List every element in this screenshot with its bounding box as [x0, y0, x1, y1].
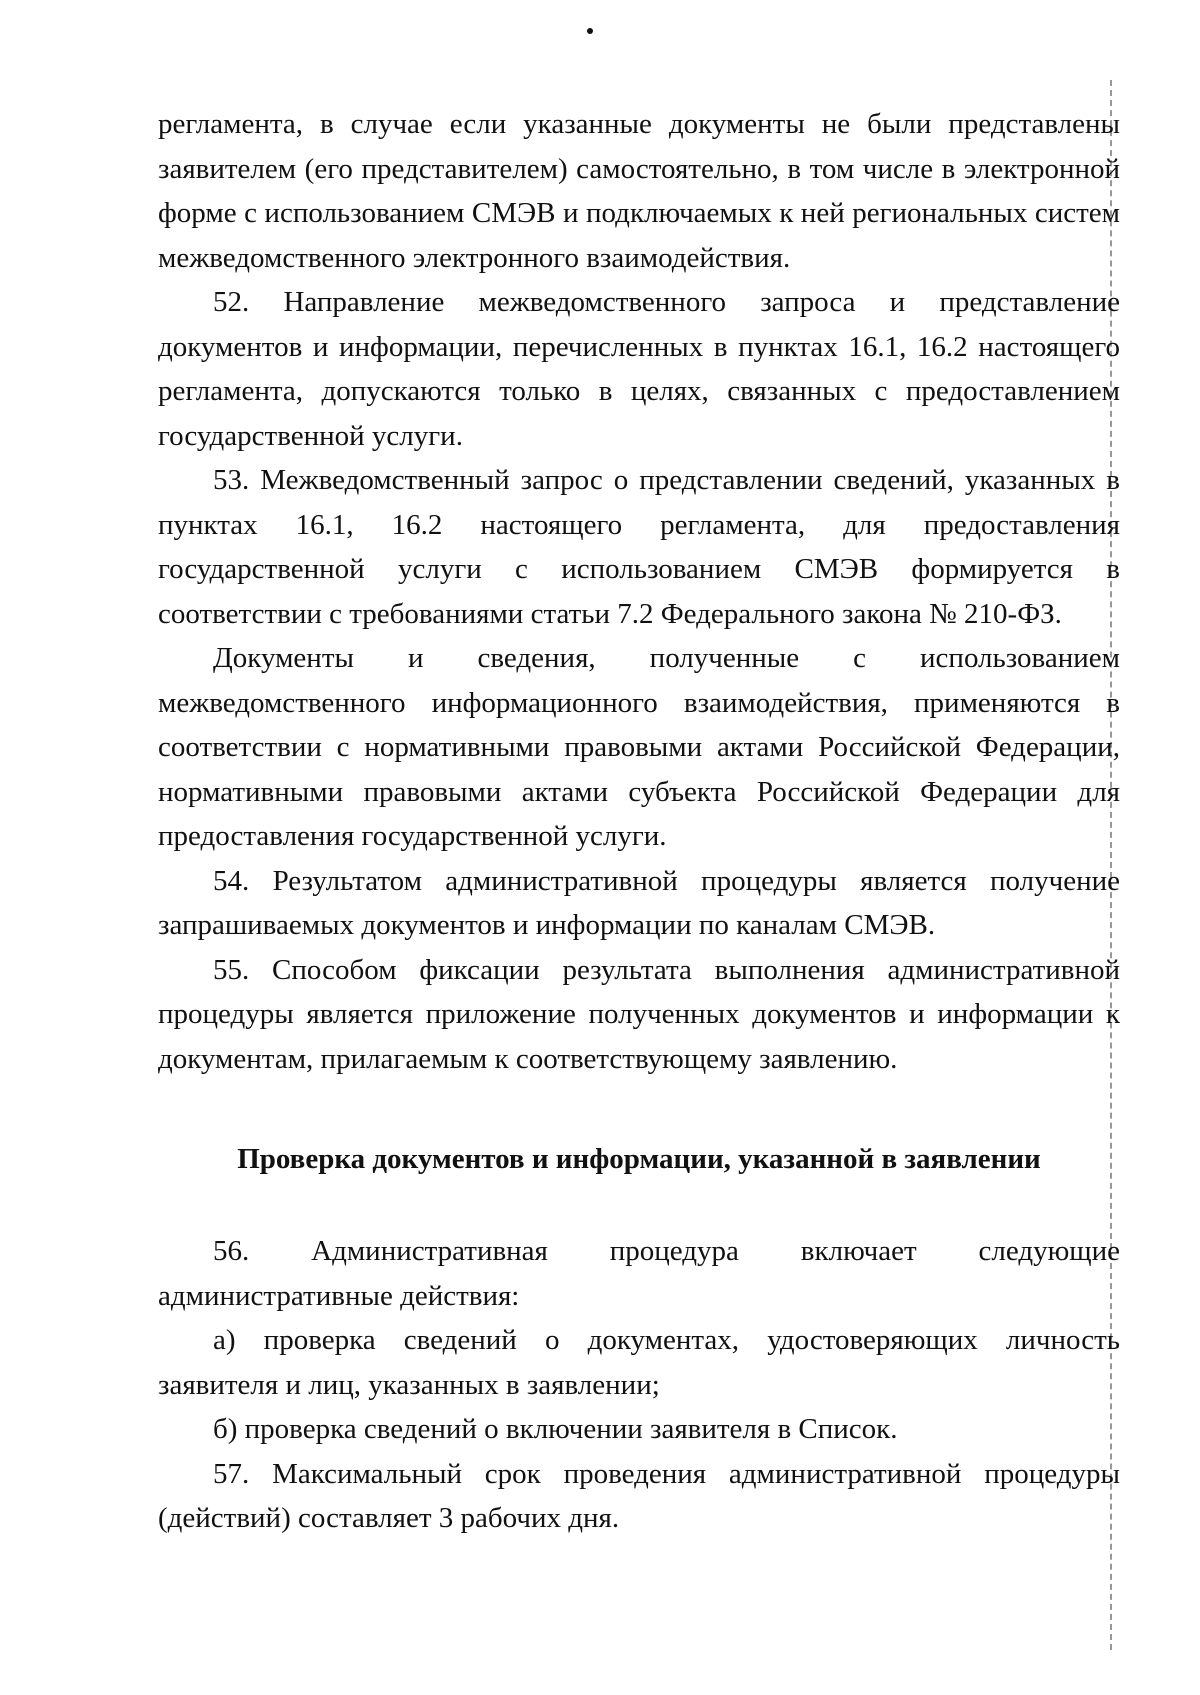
paragraph-documents-and-information: Документы и сведения, полученные с использованием межведомственного информационного взаимодействия, применяются в соответствии с нормативными правовыми актами Российской Федерации, нормативными правовыми актами субъекта Российской Федерации для предоставления государственной услуги. — [158, 642, 1120, 852]
scan-dot-mark — [587, 28, 593, 34]
paragraph-56-item-b: б) проверка сведений о включении заявителя в Список. — [213, 1413, 898, 1445]
paragraph-55: 55. Способом фиксации результата выполнения административной процедуры является приложение полученных документов и информации к документам, прилагаемым к соответствующему заявлению. — [158, 953, 1120, 1075]
paragraph-57: 57. Максимальный срок проведения административной процедуры (действий) составляет 3 рабочих дня. — [158, 1457, 1120, 1534]
paragraph-52: 52. Направление межведомственного запроса и представление документов и информации, перечисленных в пунктах 16.1, 16.2 настоящего регламента, допускаются только в целях, связанных с предоставлением государственной услуги. — [158, 286, 1120, 452]
paragraph-56: 56. Административная процедура включает следующие административные действия: — [158, 1235, 1120, 1312]
paragraph-53: 53. Межведомственный запрос о представлении сведений, указанных в пунктах 16.1, 16.2 настоящего регламента, для предоставления государственной услуги с использованием СМЭВ формируется в соответствии с требованиями статьи 7.2 Федерального закона № 210-ФЗ. — [158, 464, 1120, 630]
paragraph-56-item-a: а) проверка сведений о документах, удостоверяющих личность заявителя и лиц, указанных в заявлении; — [158, 1324, 1120, 1401]
section-heading: Проверка документов и информации, указанной в заявлении — [237, 1143, 1041, 1175]
document-page — [158, 102, 1120, 1541]
paragraph-54: 54. Результатом административной процедуры является получение запрашиваемых документов и информации по каналам СМЭВ. — [158, 864, 1120, 941]
paragraph-regulation-continuation: регламента, в случае если указанные документы не были представлены заявителем (его представителем) самостоятельно, в том числе в электронной форме с использованием СМЭВ и подключаемых к ней региональных систем межведомственного электронного взаимодействия. — [158, 108, 1120, 274]
